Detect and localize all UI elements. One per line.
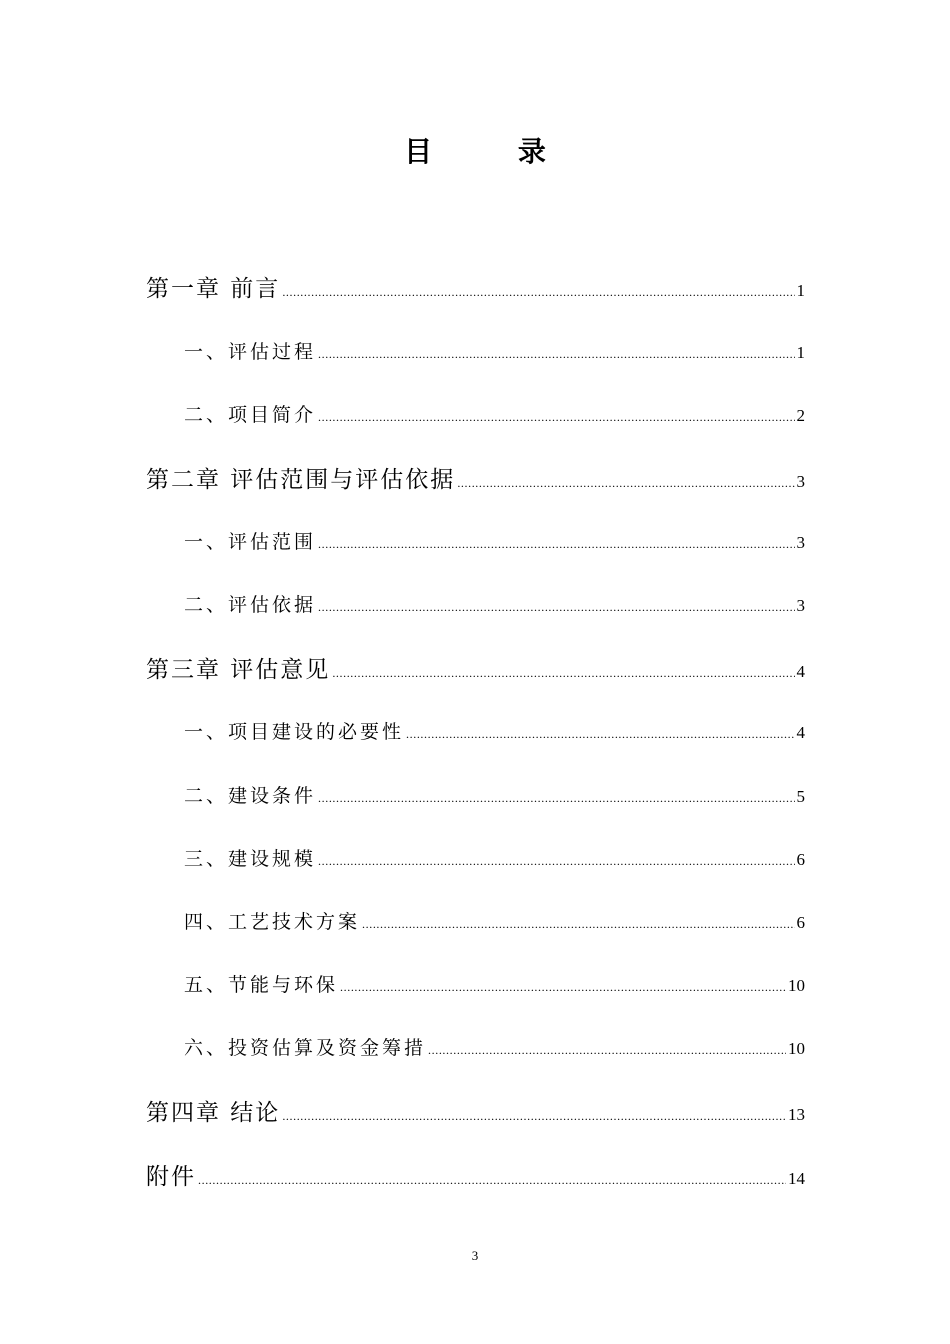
toc-entry-page: 2 bbox=[796, 406, 805, 425]
dot-leader bbox=[318, 791, 794, 806]
toc-entry-page: 1 bbox=[796, 281, 805, 300]
dot-leader bbox=[318, 600, 794, 615]
dot-leader bbox=[457, 476, 794, 491]
dot-leader bbox=[362, 917, 794, 932]
toc-entry-label: 第一章 前言 bbox=[146, 276, 281, 302]
toc-entry-section[interactable] bbox=[184, 400, 805, 427]
dot-leader bbox=[318, 410, 794, 425]
toc-entry-label: 三、建设规模 bbox=[184, 848, 317, 870]
toc-entry-section[interactable] bbox=[184, 1033, 805, 1060]
toc-entry-page: 5 bbox=[796, 787, 805, 806]
toc-entry-label: 一、评估范围 bbox=[184, 531, 317, 553]
dot-leader bbox=[318, 537, 794, 552]
toc-entry-chapter-1[interactable] bbox=[146, 270, 805, 303]
toc-entry-page: 1 bbox=[796, 343, 805, 362]
toc-entry-section[interactable] bbox=[184, 590, 805, 617]
dot-leader bbox=[318, 854, 794, 869]
toc-entry-label: 第三章 评估意见 bbox=[146, 657, 331, 683]
toc-entry-label: 一、项目建设的必要性 bbox=[184, 721, 405, 743]
toc-entry-label: 第四章 结论 bbox=[146, 1100, 281, 1126]
page-number-footer: 3 bbox=[471, 1248, 479, 1263]
toc-entry-label: 六、投资估算及资金筹措 bbox=[184, 1037, 427, 1059]
dot-leader bbox=[428, 1043, 786, 1058]
toc-entry-label: 五、节能与环保 bbox=[184, 974, 339, 996]
toc-entry-section[interactable] bbox=[184, 907, 805, 934]
toc-entry-section[interactable] bbox=[184, 527, 805, 554]
dot-leader bbox=[332, 666, 794, 681]
toc-entry-page: 13 bbox=[788, 1105, 805, 1124]
toc-entry-chapter-4[interactable] bbox=[146, 1094, 805, 1127]
toc-entry-label: 一、评估过程 bbox=[184, 341, 317, 363]
toc-entry-label: 第二章 评估范围与评估依据 bbox=[146, 467, 456, 493]
toc-entry-label: 二、评估依据 bbox=[184, 594, 317, 616]
dot-leader bbox=[318, 347, 794, 362]
toc-entry-chapter-2[interactable] bbox=[146, 461, 805, 494]
toc-entry-page: 6 bbox=[796, 913, 805, 932]
toc-entry-page: 3 bbox=[796, 533, 805, 552]
toc-entry-section[interactable] bbox=[184, 970, 805, 997]
toc-entry-page: 3 bbox=[796, 596, 805, 615]
dot-leader bbox=[198, 1173, 786, 1188]
toc-entry-page: 4 bbox=[796, 662, 805, 681]
toc-entry-appendix[interactable] bbox=[146, 1158, 805, 1191]
dot-leader bbox=[282, 285, 794, 300]
toc-entry-page: 10 bbox=[788, 1039, 805, 1058]
dot-leader bbox=[340, 980, 786, 995]
toc-entry-page: 14 bbox=[788, 1169, 805, 1188]
dot-leader bbox=[406, 727, 794, 742]
toc-entry-page: 3 bbox=[796, 472, 805, 491]
toc-entry-section[interactable] bbox=[184, 337, 805, 364]
toc-entry-chapter-3[interactable] bbox=[146, 651, 805, 684]
toc-entry-section[interactable] bbox=[184, 844, 805, 871]
toc-entry-page: 4 bbox=[796, 723, 805, 742]
toc-entry-label: 二、建设条件 bbox=[184, 785, 317, 807]
toc-entry-label: 附件 bbox=[146, 1164, 196, 1190]
toc-entry-section[interactable] bbox=[184, 781, 805, 808]
toc-entry-section[interactable] bbox=[184, 717, 805, 744]
toc-entry-page: 6 bbox=[796, 850, 805, 869]
dot-leader bbox=[282, 1109, 786, 1124]
toc-entry-label: 四、工艺技术方案 bbox=[184, 911, 361, 933]
toc-entry-label: 二、项目简介 bbox=[184, 404, 317, 426]
toc-entry-page: 10 bbox=[788, 976, 805, 995]
toc-title: 目 录 bbox=[404, 135, 584, 168]
